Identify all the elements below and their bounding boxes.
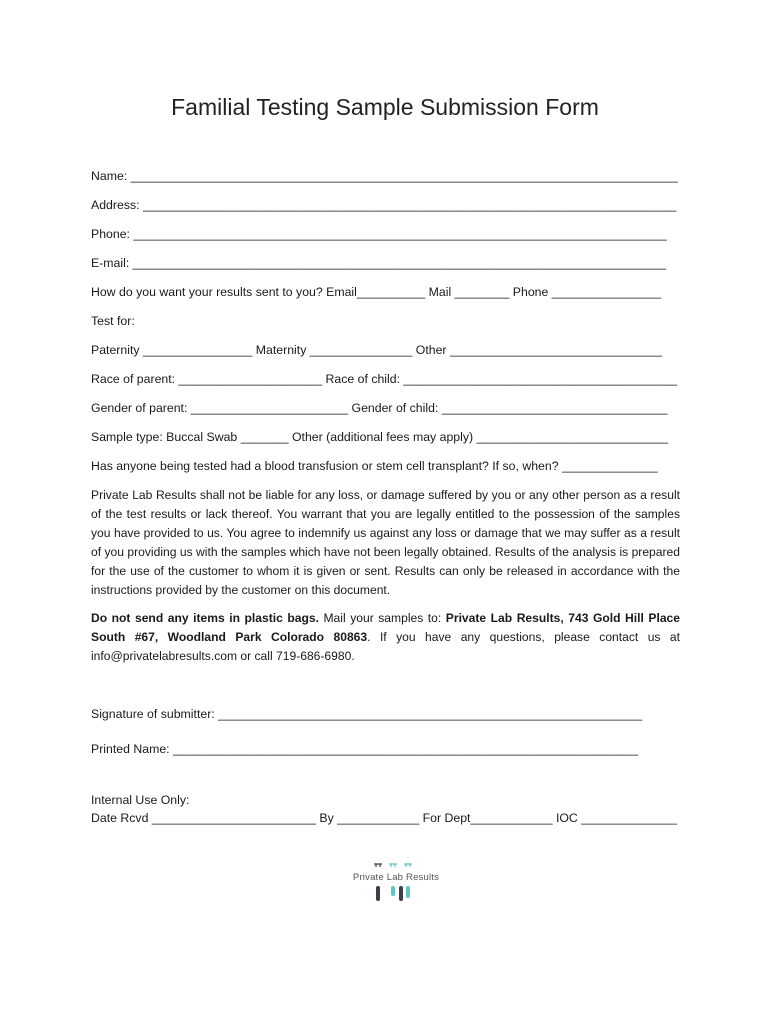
test-tube-icon — [336, 858, 456, 908]
printed-name-field: Printed Name: ____________________________________________________________________ — [91, 742, 639, 756]
mail-intro-text: Mail your samples to: — [318, 611, 446, 625]
email-field: E-mail: ______________________________________________________________________________ — [91, 256, 667, 270]
logo-text: Private Lab Results — [352, 872, 440, 883]
gender-field: Gender of parent: _______________________ Gender of child: _________________________________ — [91, 401, 668, 415]
sample-type-field: Sample type: Buccal Swab _______ Other (additional fees may apply) ____________________________ — [91, 430, 669, 444]
mailing-address: Private Lab Results, 743 Gold Hill Place South #67, Woodland Park Colorado 80863 — [91, 611, 681, 644]
internal-use-label: Internal Use Only: — [91, 793, 190, 807]
name-field: Name: ________________________________________________________________________________ — [91, 169, 678, 183]
disclaimer-paragraph: Private Lab Results shall not be liable for any loss, or damage suffered by you or any other person as a result of the test results or lack thereof. You warrant that you are legally entitled to the possession of the samples you have provided to us. You agree to indemnify us against any loss or damage that we may suffer as a result of you providing us with the samples which have not been legally obtained. Results of the analysis is prepared for the use of the customer to whom it is given or sent. Results can only be released in accordance with the instructions provided by the customer on this document. — [91, 488, 680, 597]
test-type-field: Paternity ________________ Maternity _______________ Other _______________________________ — [91, 343, 662, 357]
results-delivery-field: How do you want your results sent to you? Email__________ Mail ________ Phone ________________ — [91, 285, 662, 299]
address-field: Address: ______________________________________________________________________________ — [91, 198, 677, 212]
contact-text: . If you have any questions, please contact us at info@privatelabresults.com or call 719-686-6980. — [91, 630, 680, 663]
race-field: Race of parent: _____________________ Race of child: ________________________________________ — [91, 372, 678, 386]
page-title: Familial Testing Sample Submission Form — [171, 94, 599, 120]
company-logo — [336, 858, 456, 908]
signature-field: Signature of submitter: ______________________________________________________________ — [91, 707, 643, 721]
test-for-label: Test for: — [91, 314, 135, 328]
plastic-bag-warning: Do not send any items in plastic bags. — [91, 611, 319, 625]
internal-use-field: Date Rcvd ________________________ By ____________ For Dept____________ IOC ______________ — [91, 811, 677, 825]
mailing-instructions — [91, 609, 680, 666]
transfusion-field: Has anyone being tested had a blood transfusion or stem cell transplant? If so, when? ______________ — [91, 459, 658, 473]
phone-field: Phone: ______________________________________________________________________________ — [91, 227, 667, 241]
